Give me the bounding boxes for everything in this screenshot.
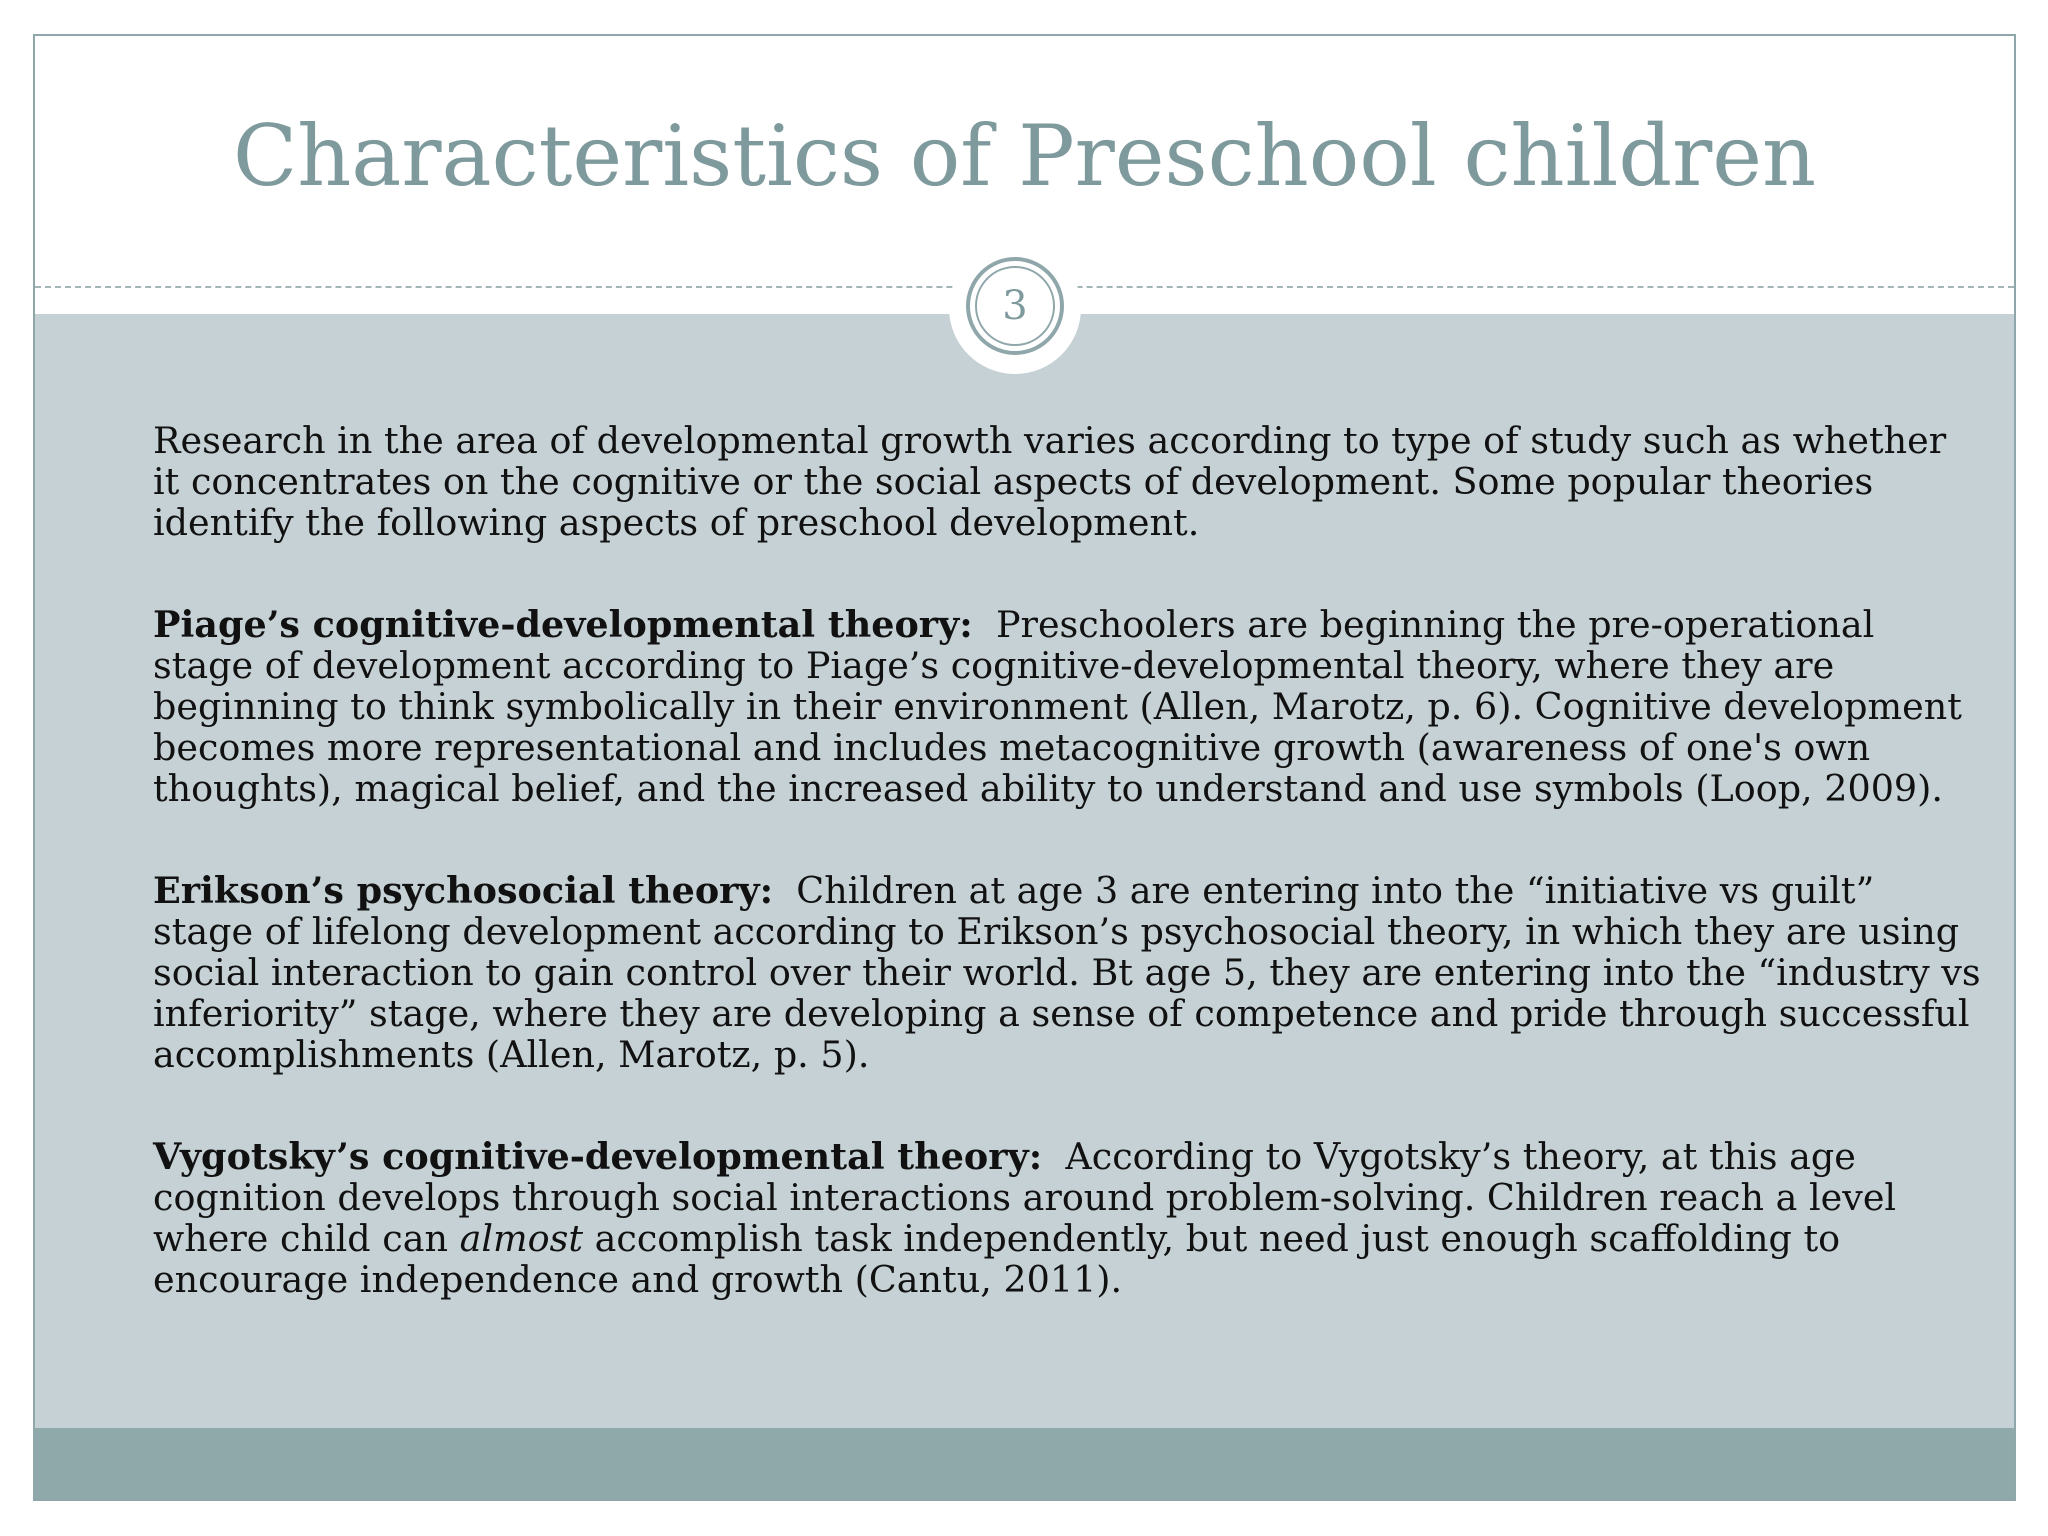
piaget-paragraph [153, 604, 1983, 809]
vygotsky-paragraph [153, 1136, 1983, 1300]
erikson-heading: Erikson’s psychosocial theory: [153, 869, 774, 912]
slide [33, 34, 2016, 1501]
vygotsky-heading: Vygotsky’s cognitive-developmental theory: [153, 1135, 1043, 1178]
vygotsky-emphasis: almost [459, 1217, 584, 1260]
slide-body [153, 420, 1983, 1361]
page-number-badge [966, 257, 1064, 355]
erikson-paragraph [153, 870, 1983, 1075]
intro-paragraph: Research in the area of developmental growth varies according to type of study such as whether it concentrates on the cognitive or the social aspects of development. Some popular theories identify the following aspects of preschool development. [153, 419, 1947, 544]
piaget-heading: Piage’s cognitive-developmental theory: [153, 603, 973, 646]
page-number: 3 [975, 266, 1055, 346]
erikson-text: Children at age 3 are entering into the “initiative vs guilt” stage of lifelong development according to Erikson’s psychosocial theory, in which they are using social interaction to gain control over their world. Bt age 5, they are entering into the “industry vs inferiority” stage, where they are developing a sense of competence and pride through successful accomplishments (Allen, Marotz, p. 5). [153, 869, 1981, 1076]
footer-band [35, 1428, 2014, 1499]
slide-title: Characteristics of Preschool children [232, 107, 1817, 205]
piaget-text: Preschoolers are beginning the pre-operational stage of development according to Piage’s cognitive-developmental theory, where they are beginning to think symbolically in their environment (Allen, Marotz, p. 6). Cognitive development becomes more representational and includes metacognitive growth (awareness of one's own thoughts), magical belief, and the increased ability to understand and use symbols (Loop, 2009). [153, 603, 1962, 810]
vygotsky-text-before: According to Vygotsky’s theory, at this age cognition develops through social interactions around problem-solving. Children reach a level where child can [153, 1135, 1897, 1260]
vygotsky-text-after: accomplish task independently, but need just enough scaffolding to encourage independence and growth (Cantu, 2011). [153, 1217, 1841, 1301]
